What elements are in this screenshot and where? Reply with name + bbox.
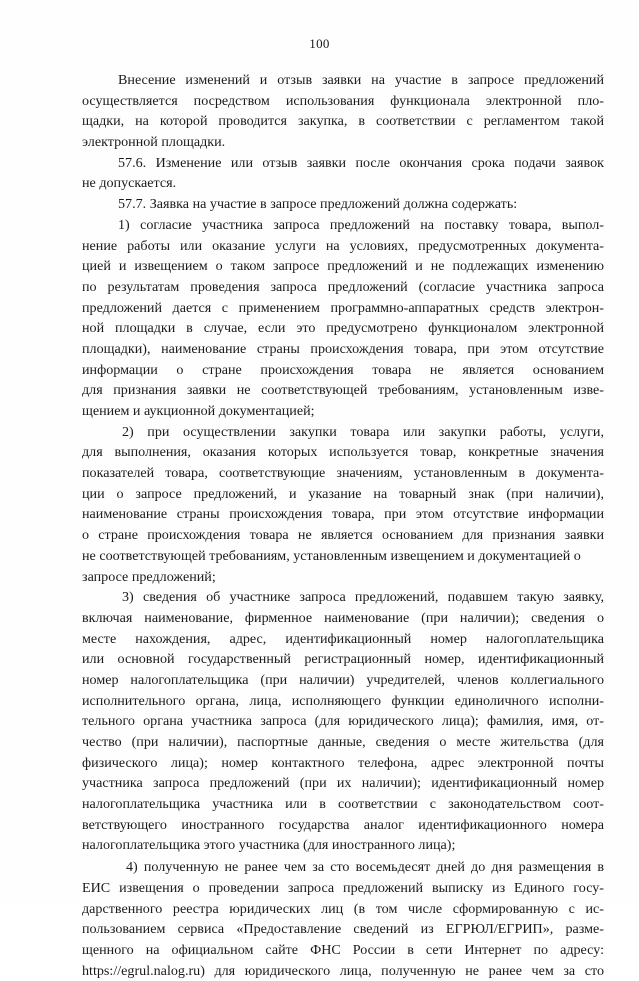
text-line: чество (при наличии), паспортные данные, сведения о месте жительства (для: [82, 734, 604, 751]
text-line: для признания заявки не соответствующей требованиям, установленным изве-: [82, 382, 604, 399]
text-line: 4) полученную не ранее чем за сто восемьдесят дней до дня размещения в: [126, 859, 604, 876]
text-line: физического лица); номер контактного телефона, адрес электронной почты: [82, 754, 604, 771]
text-line: площадки), наименование страны происхождения товара, при этом отсутствие: [82, 340, 604, 357]
text-line: щением и аукционной документацией;: [82, 403, 315, 419]
text-line: для выполнения, оказания которых используется товар, конкретные значения: [82, 444, 604, 461]
text-line: дарственного реестра юридических лиц (в том числе сформированную с ис-: [82, 900, 604, 917]
text-line: https://egrul.nalog.ru) для юридического лица, полученную не ранее чем за сто: [82, 962, 604, 979]
text-line: налогоплательщика участника или в соответствии с законодательством соот-: [82, 796, 604, 813]
text-line: по результатам проведения запроса предложений (согласие участника запроса: [82, 278, 604, 295]
text-line: включая наименование, фирменное наименование (при наличии); сведения о: [82, 609, 604, 626]
text-line: показателей товара, соответствующие значениям, установленным в документа-: [82, 465, 604, 482]
text-line: не допускается.: [82, 175, 177, 192]
text-line: 57.6. Изменение или отзыв заявки после окончания срока подачи заявок: [118, 154, 604, 171]
text-line: ЕИС извещения о проведении запроса предложений выписку из Единого госу-: [82, 879, 604, 896]
text-line: осуществляется посредством использования функционала электронной пло-: [82, 92, 604, 109]
text-line: 2) при осуществлении закупки товара или закупки работы, услуги,: [122, 423, 604, 440]
text-line: не соответствующей требованиям, установленным извещением и документацией о запросе предложений;: [82, 547, 581, 585]
page-number: 100: [309, 36, 330, 51]
text-line: исполнительного органа, лица, исполняющего функции единоличного исполни-: [82, 692, 604, 709]
document-body: [82, 70, 604, 981]
text-line: о стране происхождения товара не является основанием для признания заявки: [82, 527, 604, 544]
text-line: 3) сведения об участнике запроса предложений, подавшем такую заявку,: [122, 589, 604, 606]
text-line: 1) согласие участника запроса предложений на поставку товара, выпол-: [118, 216, 604, 233]
text-line: месте нахождения, адрес, идентификационный номер налогоплательщика: [82, 630, 604, 647]
text-line: нение работы или оказание услуги на условиях, предусмотренных документа-: [82, 237, 604, 254]
text-line: или основной государственный регистрационный номер, идентификационный: [82, 651, 604, 668]
text-line: щадки, на которой проводится закупка, в соответствии с регламентом такой: [82, 113, 604, 130]
text-line: информации о стране происхождения товара не является основанием: [82, 361, 604, 378]
text-line: ной площадки в случае, если это предусмотрено функционалом электронной: [82, 320, 604, 337]
text-line: щенного на официальном сайте ФНС России в сети Интернет по адресу:: [82, 941, 604, 958]
text-line: участника запроса предложений (при их наличии); идентификационный номер: [82, 775, 604, 792]
text-line: налогоплательщика этого участника (для иностранного лица);: [82, 837, 456, 854]
text-line: цией и извещением о таком запросе предложений и не подлежащих изменению: [82, 258, 604, 275]
text-line: наименование страны происхождения товара, при этом отсутствие информации: [82, 506, 604, 523]
text-line: 57.7. Заявка на участие в запросе предложений должна содержать:: [118, 196, 518, 213]
text-line: пользованием сервиса «Предоставление сведений из ЕГРЮЛ/ЕГРИП», разме-: [82, 921, 604, 938]
text-line: ветствующего иностранного государства аналог идентификационного номера: [82, 816, 604, 833]
text-line: предложений дается с применением программно-аппаратных средств электрон-: [82, 299, 604, 316]
text-line: ции о запросе предложений, и указание на товарный знак (при наличии),: [82, 485, 604, 502]
text-line: тельного органа участника запроса (для юридического лица); фамилия, имя, от-: [82, 713, 604, 730]
text-line: электронной площадки.: [82, 134, 226, 151]
text-line: номер налогоплательщика (при наличии) учредителей, членов коллегиального: [82, 671, 604, 688]
text-line: Внесение изменений и отзыв заявки на участие в запросе предложений: [118, 72, 604, 88]
